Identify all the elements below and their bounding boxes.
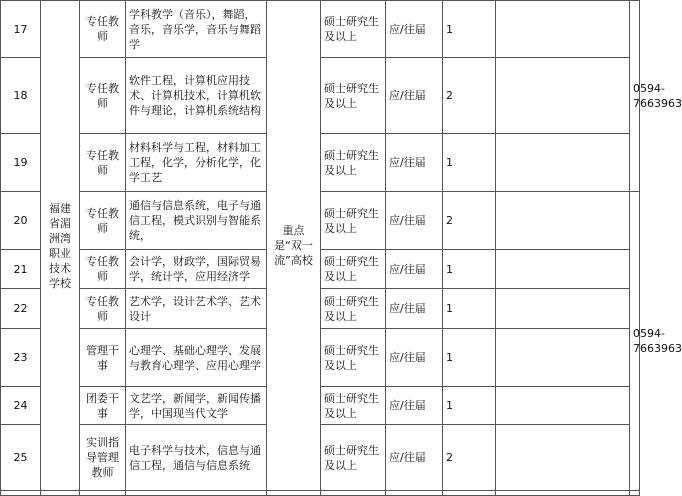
blank-cell (1, 491, 41, 496)
blank-cell (496, 289, 630, 329)
table-row (1, 329, 640, 387)
education-requirement: 硕士研究生及以上 (321, 134, 386, 192)
blank-cell (321, 491, 386, 496)
hiring-count: 2 (443, 425, 496, 491)
major-requirement: 软件工程，计算机应用技术、计算机技术，计算机软件与理论，计算机系统结构 (126, 58, 267, 134)
unit-name: 福建省湄洲湾职业技术学校 (49, 201, 71, 290)
candidate-type: 应/往届 (386, 1, 443, 58)
table-row (1, 134, 640, 192)
post-name: 团委干事 (80, 387, 126, 425)
table-row (1, 192, 640, 250)
major-requirement: 会计学，财政学，国际贸易学，统计学，应用经济学 (126, 250, 267, 289)
hiring-count: 1 (443, 329, 496, 387)
table-row (1, 289, 640, 329)
row-number: 24 (1, 387, 41, 425)
blank-cell (496, 58, 630, 134)
table-row (1, 1, 640, 58)
post-name: 实训指导管理教师 (80, 425, 126, 491)
major-requirement: 电子科学与技术，信息与通信工程，通信与信息系统 (126, 425, 267, 491)
candidate-type: 应/往届 (386, 58, 443, 134)
education-requirement: 硕士研究生及以上 (321, 329, 386, 387)
hiring-count: 2 (443, 192, 496, 250)
blank-cell (496, 192, 630, 250)
blank-cell (496, 425, 630, 491)
table-row (1, 58, 640, 134)
blank-cell (496, 387, 630, 425)
contact-phone: 0594-7663963 (630, 192, 640, 491)
hiring-count: 1 (443, 134, 496, 192)
table-row (1, 250, 640, 289)
table-row-partial (1, 491, 640, 496)
hiring-count: 1 (443, 250, 496, 289)
major-requirement: 学科教学（音乐），舞蹈，音乐，音乐学，音乐与舞蹈学 (126, 1, 267, 58)
blank-cell (630, 491, 640, 496)
major-requirement: 通信与信息系统，电子与通信工程，模式识别与智能系统， (126, 192, 267, 250)
major-requirement: 材料科学与工程，材料加工工程，化学，分析化学，化学工艺 (126, 134, 267, 192)
education-requirement: 硕士研究生及以上 (321, 425, 386, 491)
blank-cell (496, 491, 630, 496)
major-requirement: 艺术学，设计艺术学、艺术设计 (126, 289, 267, 329)
hiring-count: 2 (443, 58, 496, 134)
blank-cell (443, 491, 496, 496)
hiring-count: 1 (443, 289, 496, 329)
post-name: 专任教师 (80, 289, 126, 329)
row-number: 25 (1, 425, 41, 491)
post-name: 专任教师 (80, 192, 126, 250)
blank-cell (126, 491, 267, 496)
candidate-type: 应/往届 (386, 425, 443, 491)
education-requirement: 硕士研究生及以上 (321, 192, 386, 250)
education-requirement: 硕士研究生及以上 (321, 58, 386, 134)
school-requirement-cell (267, 1, 321, 491)
blank-cell (496, 134, 630, 192)
post-name: 专任教师 (80, 250, 126, 289)
unit-name-cell (41, 1, 80, 491)
post-name: 管理干事 (80, 329, 126, 387)
education-requirement: 硕士研究生及以上 (321, 289, 386, 329)
blank-cell (41, 491, 80, 496)
blank-cell (496, 1, 630, 58)
hiring-count: 1 (443, 387, 496, 425)
blank-cell (267, 491, 321, 496)
major-requirement: 心理学、基础心理学、发展与教育心理学、应用心理学 (126, 329, 267, 387)
table-row (1, 387, 640, 425)
row-number: 19 (1, 134, 41, 192)
blank-cell (80, 491, 126, 496)
row-number: 17 (1, 1, 41, 58)
row-number: 21 (1, 250, 41, 289)
candidate-type: 应/往届 (386, 387, 443, 425)
table-row (1, 425, 640, 491)
blank-cell (496, 329, 630, 387)
school-requirement: 重点是“双一流”高校 (274, 224, 313, 267)
candidate-type: 应/往届 (386, 250, 443, 289)
candidate-type: 应/往届 (386, 192, 443, 250)
candidate-type: 应/往届 (386, 289, 443, 329)
candidate-type: 应/往届 (386, 134, 443, 192)
candidate-type: 应/往届 (386, 329, 443, 387)
post-name: 专任教师 (80, 1, 126, 58)
education-requirement: 硕士研究生及以上 (321, 1, 386, 58)
hiring-count: 1 (443, 1, 496, 58)
education-requirement: 硕士研究生及以上 (321, 387, 386, 425)
row-number: 20 (1, 192, 41, 250)
row-number: 18 (1, 58, 41, 134)
contact-phone: 0594-7663963 (630, 1, 640, 192)
education-requirement: 硕士研究生及以上 (321, 250, 386, 289)
post-name: 专任教师 (80, 58, 126, 134)
row-number: 23 (1, 329, 41, 387)
row-number: 22 (1, 289, 41, 329)
post-name: 专任教师 (80, 134, 126, 192)
major-requirement: 文艺学，新闻学，新闻传播学，中国现当代文学 (126, 387, 267, 425)
blank-cell (386, 491, 443, 496)
blank-cell (496, 250, 630, 289)
